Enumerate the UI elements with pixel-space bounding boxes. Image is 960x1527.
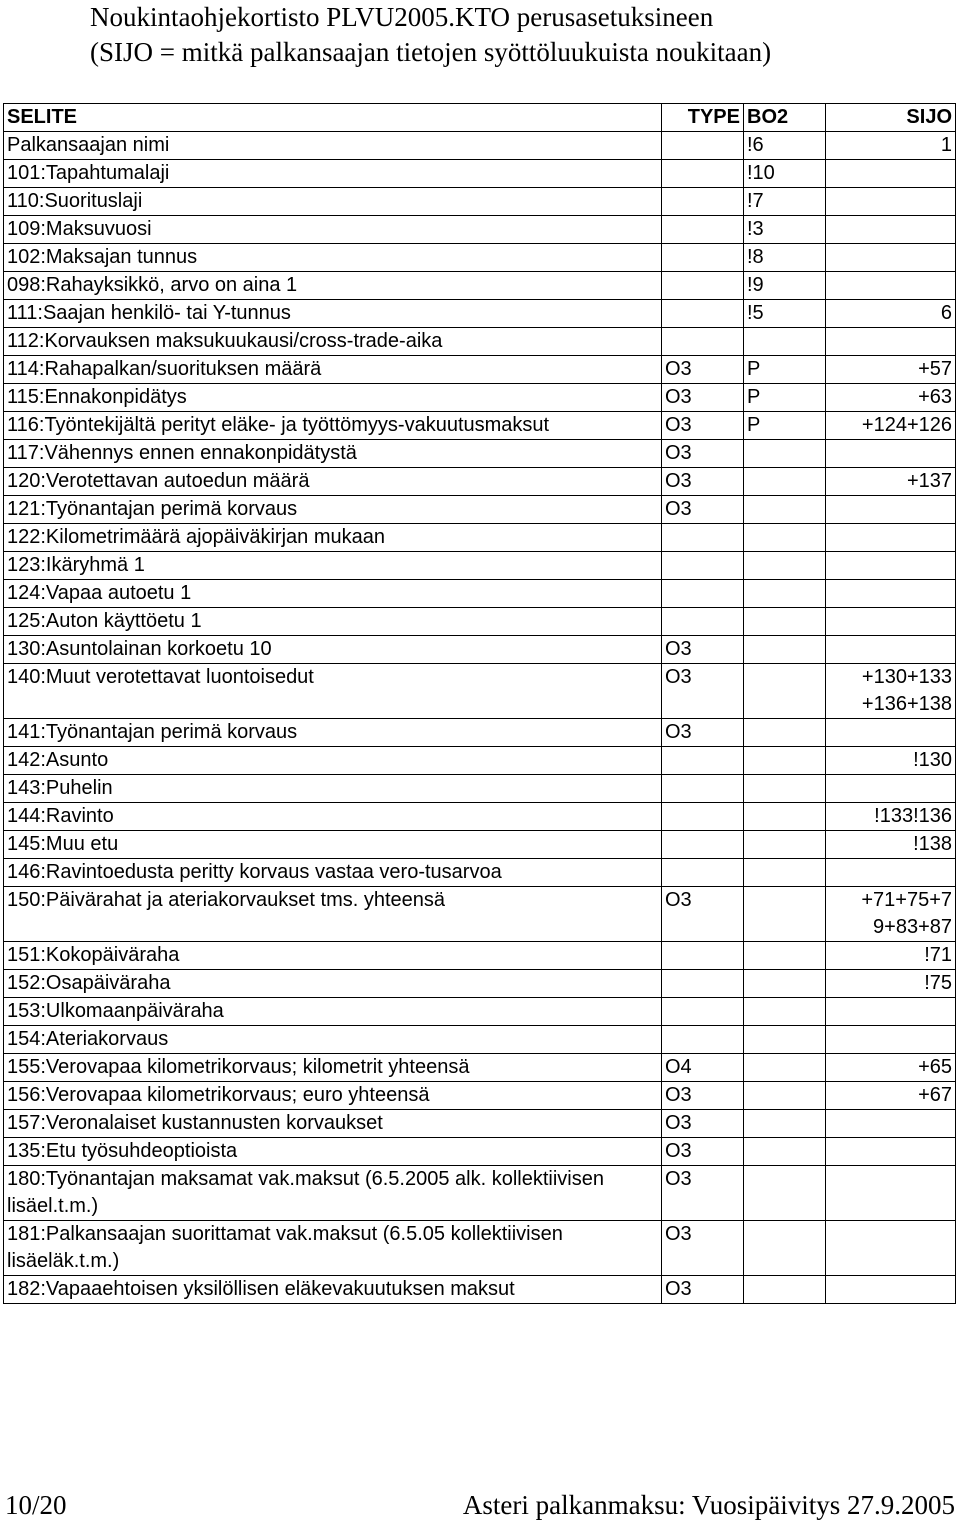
cell-type: O3: [662, 636, 744, 664]
table-row: [4, 188, 956, 216]
cell-type: [662, 188, 744, 216]
table-row: [4, 1221, 956, 1276]
cell-sijo: [826, 244, 956, 272]
page-number: 10/20: [5, 1490, 67, 1520]
cell-bo2: [744, 831, 826, 859]
title-line-1: Noukintaohjekortisto PLVU2005.KTO perusasetuksineen: [90, 2, 714, 32]
cell-selite: 116:Työntekijältä perityt eläke- ja työttömyys-vakuutusmaksut: [4, 412, 662, 440]
cell-type: O3: [662, 1276, 744, 1304]
cell-bo2: [744, 1082, 826, 1110]
cell-sijo-line: +137: [906, 470, 952, 492]
cell-bo2: [744, 859, 826, 887]
cell-sijo: [826, 998, 956, 1026]
cell-bo2: [744, 664, 826, 719]
cell-type: O3: [662, 887, 744, 942]
cell-sijo-line: +63: [918, 386, 952, 408]
cell-bo2: [744, 775, 826, 803]
table-row: [4, 272, 956, 300]
cell-bo2: [744, 608, 826, 636]
table-row: [4, 1082, 956, 1110]
cell-type: [662, 216, 744, 244]
cell-selite: 121:Työnantajan perimä korvaus: [4, 496, 662, 524]
cell-selite: 181:Palkansaajan suorittamat vak.maksut (6.5.05 kollektiivisen lisäeläk.t.m.): [4, 1221, 662, 1276]
footer-document-name: Asteri palkanmaksu: Vuosipäivitys 27.9.2005: [462, 1490, 955, 1520]
cell-selite: 130:Asuntolainan korkoetu 10: [4, 636, 662, 664]
cell-sijo-line: +71+75+7: [861, 889, 952, 911]
cell-bo2: [744, 719, 826, 747]
cell-sijo: [826, 1054, 956, 1082]
cell-selite: 145:Muu etu: [4, 831, 662, 859]
cell-type: O3: [662, 719, 744, 747]
table-row: [4, 468, 956, 496]
cell-bo2: [744, 1166, 826, 1221]
cell-bo2: [744, 970, 826, 998]
cell-selite: 124:Vapaa autoetu 1: [4, 580, 662, 608]
cell-sijo-line: !138: [913, 833, 952, 855]
cell-bo2: !7: [744, 188, 826, 216]
cell-sijo: [826, 719, 956, 747]
cell-bo2: P: [744, 412, 826, 440]
cell-selite: 123:Ikäryhmä 1: [4, 552, 662, 580]
cell-sijo: [826, 803, 956, 831]
cell-selite: 111:Saajan henkilö- tai Y-tunnus: [4, 300, 662, 328]
table-row: [4, 942, 956, 970]
cell-selite: 141:Työnantajan perimä korvaus: [4, 719, 662, 747]
cell-sijo-line: !133!136: [874, 805, 952, 827]
cell-sijo-line: !75: [924, 972, 952, 994]
table-row: [4, 775, 956, 803]
table-row: [4, 356, 956, 384]
cell-sijo: [826, 496, 956, 524]
cell-type: [662, 524, 744, 552]
cell-sijo: [826, 1082, 956, 1110]
cell-type: O3: [662, 496, 744, 524]
cell-sijo: [826, 1110, 956, 1138]
cell-type: [662, 160, 744, 188]
table-row: [4, 580, 956, 608]
table-row: [4, 160, 956, 188]
cell-type: [662, 775, 744, 803]
cell-bo2: [744, 328, 826, 356]
cell-sijo: [826, 384, 956, 412]
cell-bo2: [744, 580, 826, 608]
table-row: [4, 1276, 956, 1304]
title-line-2: (SIJO = mitkä palkansaajan tietojen syöttöluukuista noukitaan): [90, 37, 772, 67]
table-row: [4, 1026, 956, 1054]
cell-bo2: [744, 803, 826, 831]
cell-selite: 112:Korvauksen maksukuukausi/cross-trade-aika: [4, 328, 662, 356]
cell-sijo: [826, 1138, 956, 1166]
column-header-bo2: BO2: [744, 104, 826, 132]
table-row: [4, 328, 956, 356]
cell-type: [662, 244, 744, 272]
table-row: [4, 132, 956, 160]
column-header-selite: SELITE: [4, 104, 662, 132]
table-header-row: [4, 104, 956, 132]
cell-type: [662, 328, 744, 356]
cell-type: O3: [662, 664, 744, 719]
cell-selite: 114:Rahapalkan/suorituksen määrä: [4, 356, 662, 384]
table-row: [4, 496, 956, 524]
cell-bo2: [744, 1054, 826, 1082]
table-row: [4, 719, 956, 747]
cell-selite: 182:Vapaaehtoisen yksilöllisen eläkevakuutuksen maksut: [4, 1276, 662, 1304]
cell-type: O3: [662, 468, 744, 496]
table-row: [4, 803, 956, 831]
cell-selite: 180:Työnantajan maksamat vak.maksut (6.5.2005 alk. kollektiivisen lisäel.t.m.): [4, 1166, 662, 1221]
cell-bo2: P: [744, 384, 826, 412]
cell-type: O3: [662, 384, 744, 412]
cell-sijo: [826, 664, 956, 719]
cell-sijo-line: 1: [940, 134, 952, 156]
cell-type: [662, 747, 744, 775]
table-row: [4, 887, 956, 942]
cell-type: [662, 859, 744, 887]
cell-sijo: [826, 831, 956, 859]
column-header-type: TYPE: [662, 104, 744, 132]
cell-selite: 117:Vähennys ennen ennakonpidätystä: [4, 440, 662, 468]
cell-sijo: [826, 747, 956, 775]
cell-type: O3: [662, 1221, 744, 1276]
cell-selite: 122:Kilometrimäärä ajopäiväkirjan mukaan: [4, 524, 662, 552]
cell-sijo: [826, 1276, 956, 1304]
cell-selite: Palkansaajan nimi: [4, 132, 662, 160]
cell-selite: 135:Etu työsuhdeoptioista: [4, 1138, 662, 1166]
cell-type: [662, 970, 744, 998]
cell-bo2: [744, 1276, 826, 1304]
table-row: [4, 1138, 956, 1166]
cell-sijo-line: !130: [913, 749, 952, 771]
cell-bo2: [744, 552, 826, 580]
cell-sijo: [826, 970, 956, 998]
cell-selite: 101:Tapahtumalaji: [4, 160, 662, 188]
cell-bo2: [744, 1026, 826, 1054]
cell-sijo: [826, 440, 956, 468]
cell-sijo: [826, 552, 956, 580]
table-row: [4, 831, 956, 859]
cell-sijo: [826, 942, 956, 970]
cell-selite: 157:Veronalaiset kustannusten korvaukset: [4, 1110, 662, 1138]
cell-sijo: [826, 356, 956, 384]
cell-sijo-line: 6: [940, 302, 952, 324]
settings-table: [3, 103, 956, 1304]
cell-sijo: [826, 608, 956, 636]
cell-sijo-line: !71: [924, 944, 952, 966]
cell-selite: 152:Osapäiväraha: [4, 970, 662, 998]
cell-bo2: !9: [744, 272, 826, 300]
cell-type: [662, 942, 744, 970]
table-row: [4, 636, 956, 664]
cell-type: O4: [662, 1054, 744, 1082]
cell-selite: 125:Auton käyttöetu 1: [4, 608, 662, 636]
cell-bo2: !8: [744, 244, 826, 272]
cell-bo2: [744, 636, 826, 664]
cell-type: [662, 272, 744, 300]
cell-sijo-line: +130+133: [861, 666, 952, 688]
cell-bo2: [744, 524, 826, 552]
cell-sijo-line: +136+138: [861, 693, 952, 715]
cell-sijo: [826, 775, 956, 803]
cell-sijo: [826, 636, 956, 664]
table-row: [4, 747, 956, 775]
cell-sijo: [826, 272, 956, 300]
cell-sijo: [826, 412, 956, 440]
cell-type: [662, 803, 744, 831]
cell-bo2: [744, 440, 826, 468]
cell-sijo: [826, 1221, 956, 1276]
table-row: [4, 524, 956, 552]
table-row: [4, 412, 956, 440]
cell-type: O3: [662, 1138, 744, 1166]
cell-selite: 102:Maksajan tunnus: [4, 244, 662, 272]
cell-bo2: !5: [744, 300, 826, 328]
table-row: [4, 440, 956, 468]
cell-sijo: [826, 300, 956, 328]
table-row: [4, 608, 956, 636]
cell-bo2: [744, 887, 826, 942]
cell-bo2: P: [744, 356, 826, 384]
cell-type: O3: [662, 1110, 744, 1138]
table-row: [4, 216, 956, 244]
cell-selite: 156:Verovapaa kilometrikorvaus; euro yhteensä: [4, 1082, 662, 1110]
cell-selite: 140:Muut verotettavat luontoisedut: [4, 664, 662, 719]
cell-selite: 115:Ennakonpidätys: [4, 384, 662, 412]
cell-bo2: !6: [744, 132, 826, 160]
cell-bo2: [744, 998, 826, 1026]
cell-sijo: [826, 132, 956, 160]
table-row: [4, 384, 956, 412]
cell-selite: 120:Verotettavan autoedun määrä: [4, 468, 662, 496]
cell-selite: 151:Kokopäiväraha: [4, 942, 662, 970]
cell-type: [662, 300, 744, 328]
table-row: [4, 1054, 956, 1082]
cell-sijo: [826, 859, 956, 887]
cell-selite: 143:Puhelin: [4, 775, 662, 803]
cell-sijo-line: +57: [918, 358, 952, 380]
cell-bo2: !3: [744, 216, 826, 244]
cell-sijo: [826, 216, 956, 244]
cell-bo2: [744, 747, 826, 775]
cell-selite: 153:Ulkomaanpäiväraha: [4, 998, 662, 1026]
table-row: [4, 970, 956, 998]
table-row: [4, 998, 956, 1026]
document-title: [90, 0, 950, 70]
table-row: [4, 552, 956, 580]
cell-selite: 146:Ravintoedusta peritty korvaus vastaa vero-tusarvoa: [4, 859, 662, 887]
cell-bo2: [744, 1138, 826, 1166]
table-body: [4, 132, 956, 1304]
cell-selite: 154:Ateriakorvaus: [4, 1026, 662, 1054]
cell-sijo-line: +67: [918, 1084, 952, 1106]
table-row: [4, 859, 956, 887]
cell-type: [662, 1026, 744, 1054]
cell-sijo-line: 9+83+87: [873, 916, 952, 938]
cell-type: [662, 831, 744, 859]
cell-type: O3: [662, 412, 744, 440]
cell-selite: 144:Ravinto: [4, 803, 662, 831]
cell-sijo: [826, 328, 956, 356]
cell-sijo: [826, 160, 956, 188]
cell-type: [662, 998, 744, 1026]
cell-type: O3: [662, 1082, 744, 1110]
cell-selite: 110:Suorituslaji: [4, 188, 662, 216]
table-row: [4, 664, 956, 719]
cell-sijo: [826, 580, 956, 608]
cell-sijo: [826, 1026, 956, 1054]
cell-sijo: [826, 887, 956, 942]
cell-type: [662, 552, 744, 580]
cell-selite: 109:Maksuvuosi: [4, 216, 662, 244]
cell-selite: 155:Verovapaa kilometrikorvaus; kilometrit yhteensä: [4, 1054, 662, 1082]
table-row: [4, 244, 956, 272]
cell-sijo: [826, 468, 956, 496]
cell-sijo: [826, 188, 956, 216]
cell-type: O3: [662, 440, 744, 468]
cell-bo2: [744, 1110, 826, 1138]
cell-selite: 150:Päivärahat ja ateriakorvaukset tms. yhteensä: [4, 887, 662, 942]
cell-bo2: [744, 942, 826, 970]
cell-type: O3: [662, 356, 744, 384]
cell-type: [662, 580, 744, 608]
cell-bo2: !10: [744, 160, 826, 188]
cell-sijo-line: +65: [918, 1056, 952, 1078]
cell-type: [662, 132, 744, 160]
cell-sijo: [826, 1166, 956, 1221]
cell-type: [662, 608, 744, 636]
cell-selite: 098:Rahayksikkö, arvo on aina 1: [4, 272, 662, 300]
column-header-sijo: SIJO: [826, 104, 956, 132]
cell-type: O3: [662, 1166, 744, 1221]
table-row: [4, 1166, 956, 1221]
cell-selite: 142:Asunto: [4, 747, 662, 775]
cell-bo2: [744, 1221, 826, 1276]
cell-sijo: [826, 524, 956, 552]
table-row: [4, 300, 956, 328]
cell-bo2: [744, 496, 826, 524]
cell-bo2: [744, 468, 826, 496]
cell-sijo-line: +124+126: [861, 414, 952, 436]
table-row: [4, 1110, 956, 1138]
